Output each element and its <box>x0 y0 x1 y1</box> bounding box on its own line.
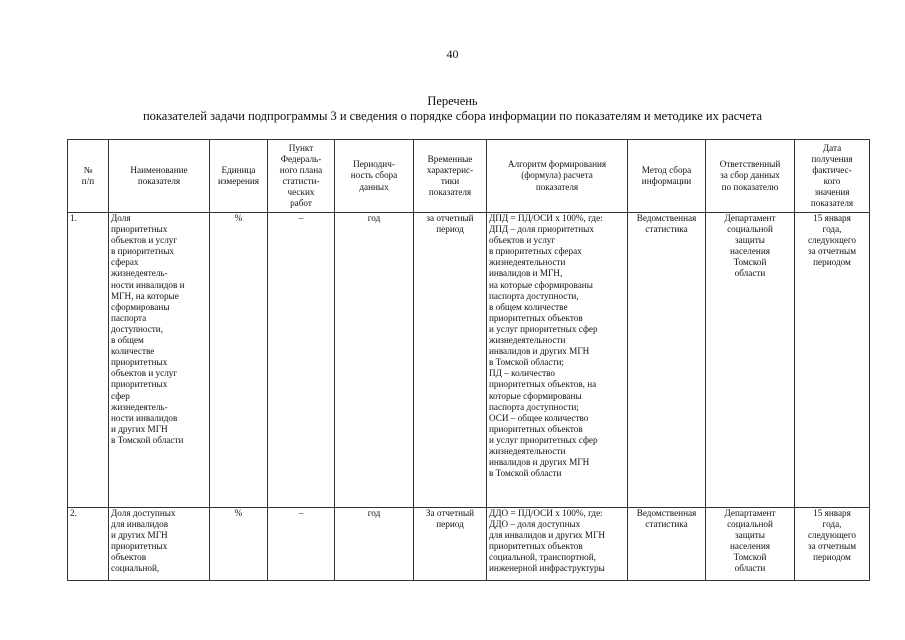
cell-method: Ведомственная статистика <box>628 213 706 508</box>
title-line-1: Перечень <box>427 94 478 108</box>
cell-responsible: Департамент социальной защиты населения Томской области <box>706 508 795 581</box>
header-plan-item: Пункт Федераль- ного плана статисти- ческих работ <box>268 140 335 213</box>
header-periodicity: Периодич- ность сбора данных <box>335 140 414 213</box>
cell-num: 1. <box>68 213 109 508</box>
header-responsible: Ответственный за сбор данных по показателю <box>706 140 795 213</box>
cell-plan-item: – <box>268 213 335 508</box>
cell-algorithm: ДДО = ПД/ОСИ х 100%, где: ДДО – доля доступных для инвалидов и других МГН приоритетных объектов социальной, транспортной, инженерной инфраструктуры <box>487 508 628 581</box>
cell-algorithm: ДПД = ПД/ОСИ х 100%, где: ДПД – доля приоритетных объектов и услуг в приоритетных сферах жизнедеятельности инвалидов и МГН, на которые сформированы паспорта доступности, в общем количестве приоритетных объектов и услуг приоритетных сфер жизнедеятельности инвалидов и других МГН в Томской области; ПД – количество приоритетных объектов, на которые сформированы паспорта доступности; ОСИ – общее количество приоритетных объектов и услуг приоритетных сфер жизнедеятельности инвалидов и других МГН в Томской области <box>487 213 628 508</box>
header-num: № п/п <box>68 140 109 213</box>
cell-method: Ведомственная статистика <box>628 508 706 581</box>
cell-periodicity: год <box>335 508 414 581</box>
cell-date: 15 января года, следующего за отчетным периодом <box>795 213 870 508</box>
title-line-2: показателей задачи подпрограммы 3 и сведения о порядке сбора информации по показателям и методике их расчета <box>142 108 763 123</box>
cell-time-characteristics: За отчетный период <box>414 508 487 581</box>
header-method: Метод сбора информации <box>628 140 706 213</box>
cell-num: 2. <box>68 508 109 581</box>
header-name: Наименование показателя <box>109 140 210 213</box>
cell-responsible: Департамент социальной защиты населения Томской области <box>706 213 795 508</box>
cell-name: Доля приоритетных объектов и услуг в приоритетных сферах жизнедеятель- ности инвалидов и МГН, на которые сформированы паспорта доступности, в общем количестве приоритетных объектов и услуг приоритетных сфер жизнедеятель- ности инвалидов и других МГН в Томской области <box>109 213 210 508</box>
header-algorithm: Алгоритм формирования (формула) расчета показателя <box>487 140 628 213</box>
cell-plan-item: – <box>268 508 335 581</box>
cell-unit: % <box>210 508 268 581</box>
cell-name: Доля доступных для инвалидов и других МГН приоритетных объектов социальной, <box>109 508 210 581</box>
cell-date: 15 января года, следующего за отчетным периодом <box>795 508 870 581</box>
table-row <box>68 213 870 508</box>
header-date: Дата получения фактичес- кого значения показателя <box>795 140 870 213</box>
page-number: 40 <box>446 47 459 61</box>
cell-unit: % <box>210 213 268 508</box>
document-title <box>0 94 905 123</box>
cell-periodicity: год <box>335 213 414 508</box>
cell-time-characteristics: за отчетный период <box>414 213 487 508</box>
table-row <box>68 508 870 581</box>
header-time-characteristics: Временные характерис- тики показателя <box>414 140 487 213</box>
indicators-table <box>67 139 870 581</box>
header-unit: Единица измерения <box>210 140 268 213</box>
table-header-row <box>68 140 870 213</box>
